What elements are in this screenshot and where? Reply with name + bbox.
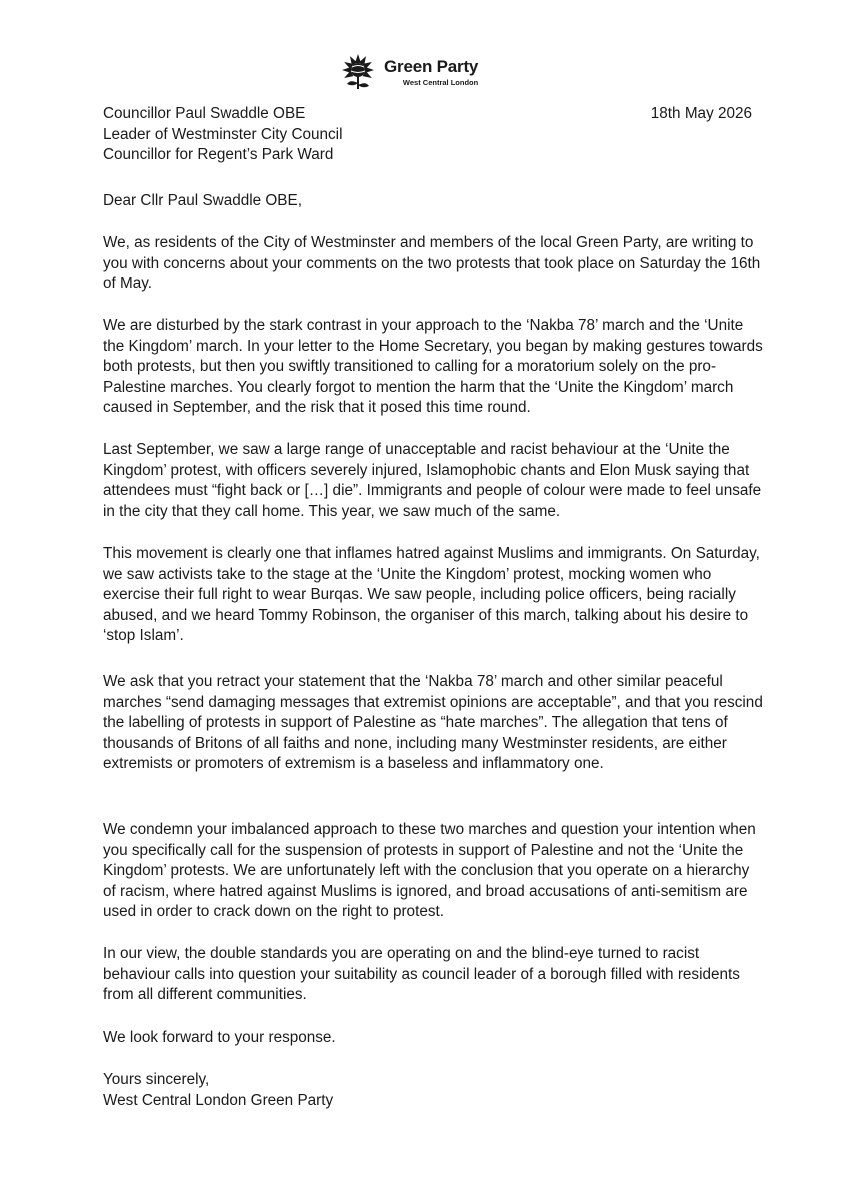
paragraph-text: Last September, we saw a large range of unacceptable and racist behaviour at the ‘Unite the Kingdom’ protest, with officers severely injured, Islamophobic chants and Elon Musk saying that attendees must “fight back or […] die”. Immigrants and people of colour were made to feel unsafe in the city that they call home. This year, we saw much of the same.: [103, 441, 762, 520]
body-paragraph: [103, 544, 763, 647]
body-paragraph: [103, 440, 763, 522]
paragraph-text: We ask that you retract your statement that the ‘Nakba 78’ march and other similar peaceful marches “send damaging messages that extremist opinions are acceptable”, and that you rescind the labelling of protests in support of Palestine as “hate marches”. The allegation that tens of thousands of Britons of all faiths and none, including many Westminster residents, are either extremists or promoters of extremism is a baseless and inflammatory one.: [103, 673, 763, 773]
body-paragraph: [103, 820, 763, 923]
recipient-address: [103, 104, 342, 166]
body-paragraph: [103, 1028, 763, 1049]
letter-closing: [103, 1070, 763, 1111]
org-branch: West Central London: [402, 77, 479, 87]
paragraph-text: We are disturbed by the stark contrast in your approach to the ‘Nakba 78’ march and the ‘Unite the Kingdom’ march. In your letter to the Home Secretary, you began by making gestures towards both protests, but then you swiftly transitioned to calling for a moratorium solely on the pro-Palestine marches. You clearly forgot to mention the harm that the ‘Unite the Kingdom’ march caused in September, and the risk that it posed this time round.: [103, 317, 763, 417]
letterhead-text: [384, 57, 478, 88]
body-paragraph: [103, 233, 763, 295]
org-name: Green Party: [384, 56, 479, 76]
signatory: West Central London Green Party: [103, 1091, 334, 1109]
letter-date: 18th May 2026: [650, 105, 752, 122]
paragraph-text: In our view, the double standards you are operating on and the blind-eye turned to racist behaviour calls into question your suitability as council leader of a borough filled with residents from all different communities.: [103, 945, 740, 1004]
body-paragraph: [103, 316, 763, 419]
paragraph-text: This movement is clearly one that inflames hatred against Muslims and immigrants. On Saturday, we saw activists take to the stage at the ‘Unite the Kingdom’ protest, mocking women who exercise their full right to wear Burqas. We saw people, including police officers, being racially abused, and we heard Tommy Robinson, the organiser of this march, talking about his desire to ‘stop Islam’.: [103, 545, 760, 645]
recipient-name: Councillor Paul Swaddle OBE: [103, 105, 306, 122]
salutation: Dear Cllr Paul Swaddle OBE,: [103, 192, 302, 209]
paragraph-text: We, as residents of the City of Westminster and members of the local Green Party, are writing to you with concerns about your comments on the two protests that took place on Saturday the 16th of May.: [103, 234, 761, 293]
paragraph-text: We look forward to your response.: [103, 1029, 336, 1046]
valediction: Yours sincerely,: [103, 1071, 210, 1088]
letterhead: [338, 52, 478, 92]
paragraph-text: We condemn your imbalanced approach to these two marches and question your intention when you specifically call for the suspension of protests in support of Palestine and not the ‘Unite the Kingdom’ protests. We are unfortunately left with the conclusion that you operate on a hierarchy of racism, where hatred against Muslims is ignored, and broad accusations of anti-semitism are used in order to crack down on the right to protest.: [103, 821, 756, 921]
body-paragraph: [103, 944, 763, 1006]
green-party-logo-icon: [338, 52, 378, 92]
recipient-role: Leader of Westminster City Council: [103, 125, 343, 143]
recipient-ward: Councillor for Regent’s Park Ward: [103, 146, 334, 163]
body-paragraph: [103, 672, 763, 775]
